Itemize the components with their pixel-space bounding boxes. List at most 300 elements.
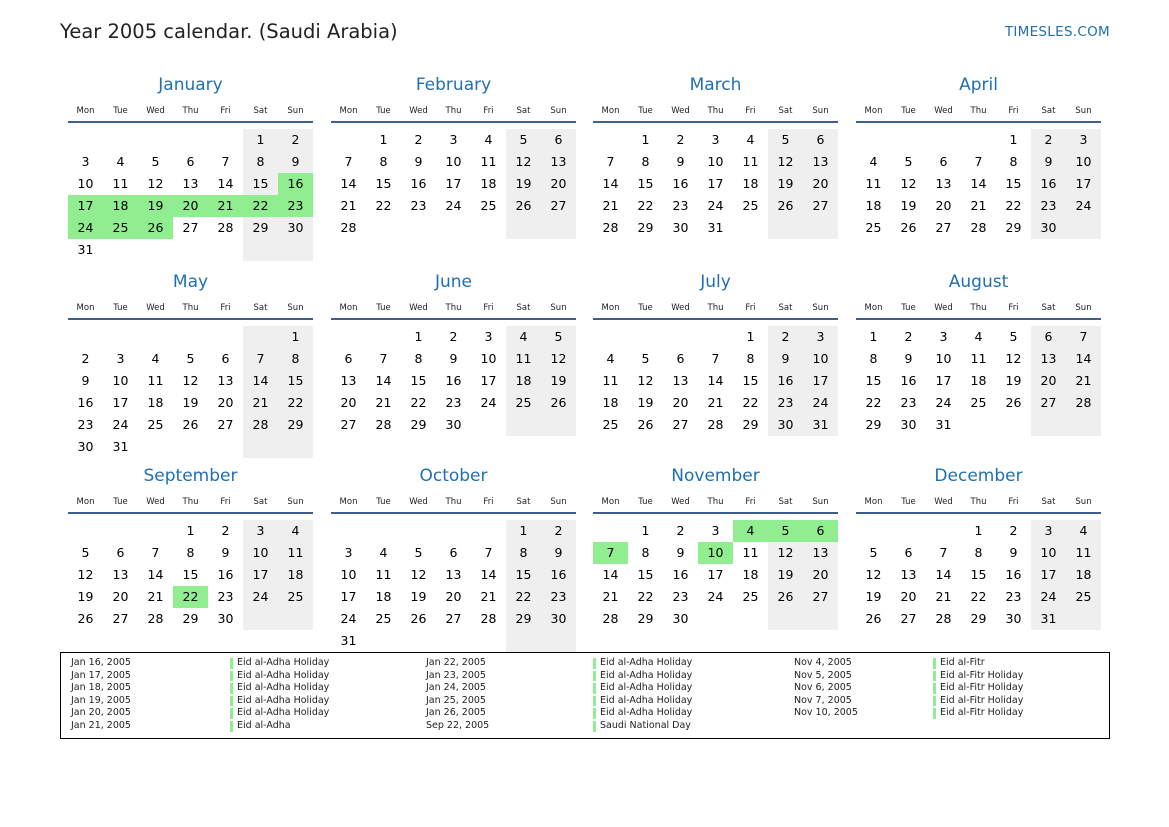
day-cell: 9 bbox=[414, 154, 423, 169]
day-cell: 8 bbox=[243, 151, 278, 173]
weekday-header: Thu bbox=[182, 106, 199, 116]
day-cell: 3 bbox=[1066, 129, 1101, 151]
weekend-empty-cell bbox=[541, 217, 576, 239]
day-cell: 1 bbox=[1009, 132, 1018, 147]
holiday-day-cell: 23 bbox=[278, 195, 313, 217]
day-cell: 30 bbox=[217, 611, 234, 626]
day-cell: 1 bbox=[974, 523, 983, 538]
day-cell: 16 bbox=[217, 567, 234, 582]
day-cell: 18 bbox=[480, 176, 497, 191]
day-cell: 14 bbox=[480, 567, 497, 582]
day-cell: 23 bbox=[445, 395, 462, 410]
legend-holiday-name: Eid al-Fitr Holiday bbox=[933, 682, 1023, 695]
holiday-day-cell: 21 bbox=[208, 195, 243, 217]
weekday-header: Mon bbox=[76, 497, 95, 507]
day-cell: 31 bbox=[77, 242, 94, 257]
day-cell: 19 bbox=[900, 198, 917, 213]
day-cell: 30 bbox=[77, 439, 94, 454]
weekday-header: Fri bbox=[745, 303, 756, 313]
day-cell: 9 bbox=[904, 351, 913, 366]
day-cell: 11 bbox=[602, 373, 619, 388]
day-cell: 2 bbox=[449, 329, 458, 344]
day-cell: 29 bbox=[506, 608, 541, 630]
day-cell: 6 bbox=[344, 351, 353, 366]
day-cell: 2 bbox=[221, 523, 230, 538]
day-cell: 1 bbox=[243, 129, 278, 151]
day-cell: 20 bbox=[803, 173, 838, 195]
legend-date: Jan 19, 2005 bbox=[71, 694, 131, 706]
legend-holiday-name: Eid al-Adha Holiday bbox=[230, 670, 329, 683]
day-cell: 16 bbox=[1031, 173, 1066, 195]
day-cell: 6 bbox=[803, 129, 838, 151]
day-cell: 1 bbox=[869, 329, 878, 344]
legend-name-column bbox=[593, 657, 692, 733]
day-cell: 18 bbox=[375, 589, 392, 604]
month-name: August bbox=[948, 272, 1009, 292]
day-cell: 17 bbox=[935, 373, 952, 388]
day-cell: 24 bbox=[1031, 586, 1066, 608]
weekend-empty-cell bbox=[243, 436, 278, 458]
weekday-header: Sun bbox=[550, 497, 567, 507]
day-cell: 26 bbox=[637, 417, 654, 432]
legend-date-column bbox=[426, 657, 489, 733]
day-cell: 11 bbox=[112, 176, 129, 191]
weekend-empty-cell bbox=[243, 326, 278, 348]
day-cell: 25 bbox=[480, 198, 497, 213]
day-cell: 3 bbox=[1031, 520, 1066, 542]
month-divider bbox=[593, 512, 838, 514]
holiday-day-cell: 16 bbox=[278, 173, 313, 195]
day-cell: 30 bbox=[672, 220, 689, 235]
weekday-header: Sun bbox=[1075, 497, 1092, 507]
day-cell: 20 bbox=[217, 395, 234, 410]
day-cell: 16 bbox=[77, 395, 94, 410]
day-cell: 7 bbox=[606, 154, 615, 169]
day-cell: 23 bbox=[77, 417, 94, 432]
day-cell: 5 bbox=[641, 351, 650, 366]
legend-holiday-name: Eid al-Adha bbox=[230, 720, 329, 733]
weekday-header: Sat bbox=[778, 303, 793, 313]
legend-date: Nov 6, 2005 bbox=[794, 682, 852, 694]
day-cell: 13 bbox=[182, 176, 199, 191]
weekday-header: Sat bbox=[1041, 303, 1056, 313]
weekday-header: Fri bbox=[483, 497, 494, 507]
weekday-header: Sat bbox=[253, 497, 268, 507]
day-cell: 16 bbox=[900, 373, 917, 388]
day-cell: 28 bbox=[480, 611, 497, 626]
day-cell: 5 bbox=[768, 129, 803, 151]
day-cell: 23 bbox=[1005, 589, 1022, 604]
day-cell: 4 bbox=[484, 132, 493, 147]
day-cell: 10 bbox=[935, 351, 952, 366]
day-cell: 28 bbox=[707, 417, 724, 432]
holiday-day-cell: 7 bbox=[593, 542, 628, 564]
day-cell: 11 bbox=[278, 542, 313, 564]
legend-date: Jan 17, 2005 bbox=[71, 669, 131, 681]
day-cell: 2 bbox=[278, 129, 313, 151]
holiday-day-cell: 26 bbox=[138, 217, 173, 239]
holiday-day-cell: 22 bbox=[173, 586, 208, 608]
weekend-empty-cell bbox=[768, 217, 803, 239]
day-cell: 9 bbox=[1031, 151, 1066, 173]
day-cell: 24 bbox=[935, 395, 952, 410]
day-cell: 15 bbox=[637, 567, 654, 582]
day-cell: 27 bbox=[445, 611, 462, 626]
day-cell: 11 bbox=[480, 154, 497, 169]
legend-date: Jan 21, 2005 bbox=[71, 719, 131, 731]
day-cell: 24 bbox=[243, 586, 278, 608]
legend-holiday-name: Eid al-Adha Holiday bbox=[593, 695, 692, 708]
weekday-header: Thu bbox=[445, 106, 462, 116]
legend-date: Jan 24, 2005 bbox=[426, 682, 486, 694]
weekday-header: Thu bbox=[970, 497, 987, 507]
month-name: July bbox=[700, 272, 731, 292]
holiday-day-cell: 22 bbox=[243, 195, 278, 217]
day-cell: 28 bbox=[602, 220, 619, 235]
weekday-header: Sun bbox=[812, 303, 829, 313]
day-cell: 27 bbox=[182, 220, 199, 235]
day-cell: 10 bbox=[803, 348, 838, 370]
day-cell: 3 bbox=[711, 132, 720, 147]
legend-date: Jan 26, 2005 bbox=[426, 707, 486, 719]
day-cell: 2 bbox=[81, 351, 90, 366]
month-name: September bbox=[143, 466, 238, 486]
day-cell: 5 bbox=[904, 154, 913, 169]
day-cell: 7 bbox=[711, 351, 720, 366]
day-cell: 8 bbox=[379, 154, 388, 169]
legend-date: Nov 4, 2005 bbox=[794, 657, 852, 668]
weekday-header: Tue bbox=[376, 106, 391, 116]
day-cell: 22 bbox=[410, 395, 427, 410]
day-cell: 19 bbox=[410, 589, 427, 604]
day-cell: 27 bbox=[803, 586, 838, 608]
day-cell: 8 bbox=[278, 348, 313, 370]
weekday-header: Mon bbox=[601, 497, 620, 507]
day-cell: 20 bbox=[672, 395, 689, 410]
day-cell: 3 bbox=[484, 329, 493, 344]
day-cell: 15 bbox=[375, 176, 392, 191]
weekday-header: Mon bbox=[601, 303, 620, 313]
day-cell: 29 bbox=[243, 217, 278, 239]
day-cell: 2 bbox=[1009, 523, 1018, 538]
weekday-header: Sun bbox=[287, 106, 304, 116]
day-cell: 17 bbox=[243, 564, 278, 586]
day-cell: 17 bbox=[707, 176, 724, 191]
day-cell: 22 bbox=[637, 589, 654, 604]
day-cell: 29 bbox=[410, 417, 427, 432]
day-cell: 8 bbox=[974, 545, 983, 560]
day-cell: 16 bbox=[672, 567, 689, 582]
day-cell: 26 bbox=[541, 392, 576, 414]
day-cell: 13 bbox=[1031, 348, 1066, 370]
day-cell: 16 bbox=[672, 176, 689, 191]
day-cell: 8 bbox=[746, 351, 755, 366]
holiday-day-cell: 4 bbox=[733, 520, 768, 542]
day-cell: 16 bbox=[768, 370, 803, 392]
day-cell: 4 bbox=[116, 154, 125, 169]
day-cell: 13 bbox=[112, 567, 129, 582]
day-cell: 1 bbox=[379, 132, 388, 147]
day-cell: 17 bbox=[340, 589, 357, 604]
weekday-header: Fri bbox=[745, 497, 756, 507]
day-cell: 4 bbox=[151, 351, 160, 366]
day-cell: 21 bbox=[602, 198, 619, 213]
holiday-day-cell: 18 bbox=[103, 195, 138, 217]
day-cell: 12 bbox=[147, 176, 164, 191]
brand-link[interactable]: TIMESLES.COM bbox=[1004, 24, 1110, 40]
day-cell: 15 bbox=[637, 176, 654, 191]
day-cell: 28 bbox=[935, 611, 952, 626]
day-cell: 29 bbox=[970, 611, 987, 626]
weekday-header: Sun bbox=[812, 497, 829, 507]
day-cell: 18 bbox=[147, 395, 164, 410]
weekend-empty-cell bbox=[541, 414, 576, 436]
day-cell: 14 bbox=[243, 370, 278, 392]
day-cell: 25 bbox=[147, 417, 164, 432]
day-cell: 26 bbox=[768, 195, 803, 217]
day-cell: 28 bbox=[970, 220, 987, 235]
holiday-day-cell: 25 bbox=[103, 217, 138, 239]
day-cell: 6 bbox=[541, 129, 576, 151]
day-cell: 25 bbox=[375, 611, 392, 626]
day-cell: 27 bbox=[803, 195, 838, 217]
weekday-header: Fri bbox=[745, 106, 756, 116]
weekday-header: Sun bbox=[550, 303, 567, 313]
weekend-empty-cell bbox=[1031, 414, 1066, 436]
day-cell: 24 bbox=[1066, 195, 1101, 217]
day-cell: 4 bbox=[379, 545, 388, 560]
weekday-header: Wed bbox=[409, 106, 428, 116]
weekend-empty-cell bbox=[278, 436, 313, 458]
day-cell: 16 bbox=[541, 564, 576, 586]
day-cell: 8 bbox=[1009, 154, 1018, 169]
legend-date: Sep 22, 2005 bbox=[426, 719, 490, 731]
day-cell: 1 bbox=[746, 329, 755, 344]
day-cell: 15 bbox=[865, 373, 882, 388]
weekday-header: Mon bbox=[864, 303, 883, 313]
day-cell: 9 bbox=[676, 154, 685, 169]
day-cell: 3 bbox=[116, 351, 125, 366]
day-cell: 14 bbox=[375, 373, 392, 388]
day-cell: 22 bbox=[375, 198, 392, 213]
weekday-header: Sat bbox=[778, 497, 793, 507]
day-cell: 4 bbox=[869, 154, 878, 169]
day-cell: 14 bbox=[970, 176, 987, 191]
legend-holiday-name: Eid al-Adha Holiday bbox=[593, 670, 692, 683]
day-cell: 23 bbox=[410, 198, 427, 213]
legend-date: Jan 23, 2005 bbox=[426, 669, 486, 681]
day-cell: 28 bbox=[147, 611, 164, 626]
legend-date: Jan 25, 2005 bbox=[426, 694, 486, 706]
day-cell: 5 bbox=[506, 129, 541, 151]
legend-date: Nov 10, 2005 bbox=[794, 707, 858, 719]
day-cell: 2 bbox=[904, 329, 913, 344]
day-cell: 7 bbox=[344, 154, 353, 169]
holiday-day-cell: 17 bbox=[68, 195, 103, 217]
day-cell: 13 bbox=[900, 567, 917, 582]
day-cell: 7 bbox=[243, 348, 278, 370]
day-cell: 19 bbox=[637, 395, 654, 410]
weekday-header: Mon bbox=[864, 497, 883, 507]
day-cell: 1 bbox=[506, 520, 541, 542]
day-cell: 30 bbox=[445, 417, 462, 432]
day-cell: 2 bbox=[768, 326, 803, 348]
day-cell: 14 bbox=[340, 176, 357, 191]
day-cell: 28 bbox=[375, 417, 392, 432]
weekend-empty-cell bbox=[243, 239, 278, 261]
day-cell: 27 bbox=[900, 611, 917, 626]
day-cell: 24 bbox=[112, 417, 129, 432]
month-divider bbox=[593, 318, 838, 320]
legend-holiday-name: Eid al-Adha Holiday bbox=[230, 695, 329, 708]
day-cell: 29 bbox=[637, 611, 654, 626]
weekday-header: Thu bbox=[182, 497, 199, 507]
weekday-header: Tue bbox=[901, 303, 916, 313]
day-cell: 16 bbox=[445, 373, 462, 388]
day-cell: 21 bbox=[340, 198, 357, 213]
weekday-header: Wed bbox=[671, 106, 690, 116]
day-cell: 19 bbox=[77, 589, 94, 604]
day-cell: 1 bbox=[641, 523, 650, 538]
day-cell: 21 bbox=[480, 589, 497, 604]
month-divider bbox=[331, 318, 576, 320]
day-cell: 21 bbox=[243, 392, 278, 414]
day-cell: 31 bbox=[935, 417, 952, 432]
day-cell: 5 bbox=[151, 154, 160, 169]
day-cell: 3 bbox=[939, 329, 948, 344]
day-cell: 28 bbox=[602, 611, 619, 626]
legend-date: Nov 5, 2005 bbox=[794, 669, 852, 681]
day-cell: 20 bbox=[803, 564, 838, 586]
day-cell: 14 bbox=[602, 567, 619, 582]
day-cell: 22 bbox=[278, 392, 313, 414]
legend-holiday-name: Eid al-Adha Holiday bbox=[230, 682, 329, 695]
day-cell: 23 bbox=[541, 586, 576, 608]
month-divider bbox=[856, 512, 1101, 514]
day-cell: 24 bbox=[707, 198, 724, 213]
day-cell: 8 bbox=[506, 542, 541, 564]
day-cell: 31 bbox=[112, 439, 129, 454]
day-cell: 6 bbox=[904, 545, 913, 560]
weekday-header: Fri bbox=[1008, 303, 1019, 313]
day-cell: 9 bbox=[541, 542, 576, 564]
day-cell: 3 bbox=[803, 326, 838, 348]
weekend-empty-cell bbox=[541, 630, 576, 652]
weekday-header: Wed bbox=[146, 497, 165, 507]
day-cell: 13 bbox=[803, 542, 838, 564]
day-cell: 19 bbox=[768, 173, 803, 195]
day-cell: 10 bbox=[1031, 542, 1066, 564]
day-cell: 17 bbox=[445, 176, 462, 191]
weekday-header: Wed bbox=[146, 106, 165, 116]
day-cell: 10 bbox=[1066, 151, 1101, 173]
day-cell: 11 bbox=[506, 348, 541, 370]
day-cell: 3 bbox=[243, 520, 278, 542]
day-cell: 9 bbox=[1009, 545, 1018, 560]
day-cell: 12 bbox=[900, 176, 917, 191]
weekend-empty-cell bbox=[1066, 608, 1101, 630]
day-cell: 1 bbox=[414, 329, 423, 344]
day-cell: 21 bbox=[375, 395, 392, 410]
legend-name-column bbox=[933, 657, 1023, 720]
day-cell: 7 bbox=[1066, 326, 1101, 348]
day-cell: 27 bbox=[672, 417, 689, 432]
day-cell: 28 bbox=[340, 220, 357, 235]
day-cell: 18 bbox=[742, 176, 759, 191]
holiday-day-cell: 20 bbox=[173, 195, 208, 217]
legend-date: Jan 18, 2005 bbox=[71, 682, 131, 694]
month-name: February bbox=[415, 75, 492, 95]
day-cell: 27 bbox=[112, 611, 129, 626]
day-cell: 21 bbox=[602, 589, 619, 604]
day-cell: 25 bbox=[1066, 586, 1101, 608]
day-cell: 12 bbox=[182, 373, 199, 388]
weekday-header: Fri bbox=[1008, 106, 1019, 116]
day-cell: 19 bbox=[182, 395, 199, 410]
day-cell: 6 bbox=[221, 351, 230, 366]
legend-holiday-name: Eid al-Fitr Holiday bbox=[933, 707, 1023, 720]
day-cell: 5 bbox=[1009, 329, 1018, 344]
legend-holiday-name: Eid al-Fitr bbox=[933, 657, 1023, 670]
weekend-empty-cell bbox=[768, 608, 803, 630]
day-cell: 29 bbox=[278, 414, 313, 436]
month-divider bbox=[68, 318, 313, 320]
day-cell: 15 bbox=[182, 567, 199, 582]
day-cell: 4 bbox=[506, 326, 541, 348]
day-cell: 10 bbox=[112, 373, 129, 388]
day-cell: 17 bbox=[112, 395, 129, 410]
day-cell: 26 bbox=[865, 611, 882, 626]
weekday-header: Tue bbox=[638, 303, 653, 313]
legend-date: Jan 22, 2005 bbox=[426, 657, 486, 668]
day-cell: 3 bbox=[711, 523, 720, 538]
weekday-header: Wed bbox=[409, 497, 428, 507]
month-divider bbox=[331, 121, 576, 123]
day-cell: 30 bbox=[278, 217, 313, 239]
day-cell: 4 bbox=[1066, 520, 1101, 542]
weekday-header: Tue bbox=[901, 497, 916, 507]
day-cell: 3 bbox=[449, 132, 458, 147]
weekday-header: Tue bbox=[113, 497, 128, 507]
day-cell: 5 bbox=[81, 545, 90, 560]
day-cell: 16 bbox=[1005, 567, 1022, 582]
legend-date-column bbox=[794, 657, 858, 720]
month-divider bbox=[331, 512, 576, 514]
day-cell: 25 bbox=[506, 392, 541, 414]
day-cell: 15 bbox=[742, 373, 759, 388]
weekend-empty-cell bbox=[243, 608, 278, 630]
day-cell: 21 bbox=[1066, 370, 1101, 392]
day-cell: 9 bbox=[768, 348, 803, 370]
day-cell: 30 bbox=[768, 414, 803, 436]
month-name: November bbox=[671, 466, 760, 486]
day-cell: 28 bbox=[217, 220, 234, 235]
weekday-header: Mon bbox=[339, 497, 358, 507]
day-cell: 23 bbox=[1031, 195, 1066, 217]
day-cell: 7 bbox=[939, 545, 948, 560]
day-cell: 6 bbox=[1031, 326, 1066, 348]
day-cell: 19 bbox=[506, 173, 541, 195]
day-cell: 12 bbox=[541, 348, 576, 370]
month-name: January bbox=[158, 75, 223, 95]
day-cell: 5 bbox=[414, 545, 423, 560]
day-cell: 16 bbox=[410, 176, 427, 191]
day-cell: 22 bbox=[865, 395, 882, 410]
day-cell: 2 bbox=[541, 520, 576, 542]
day-cell: 13 bbox=[803, 151, 838, 173]
day-cell: 20 bbox=[445, 589, 462, 604]
day-cell: 7 bbox=[379, 351, 388, 366]
